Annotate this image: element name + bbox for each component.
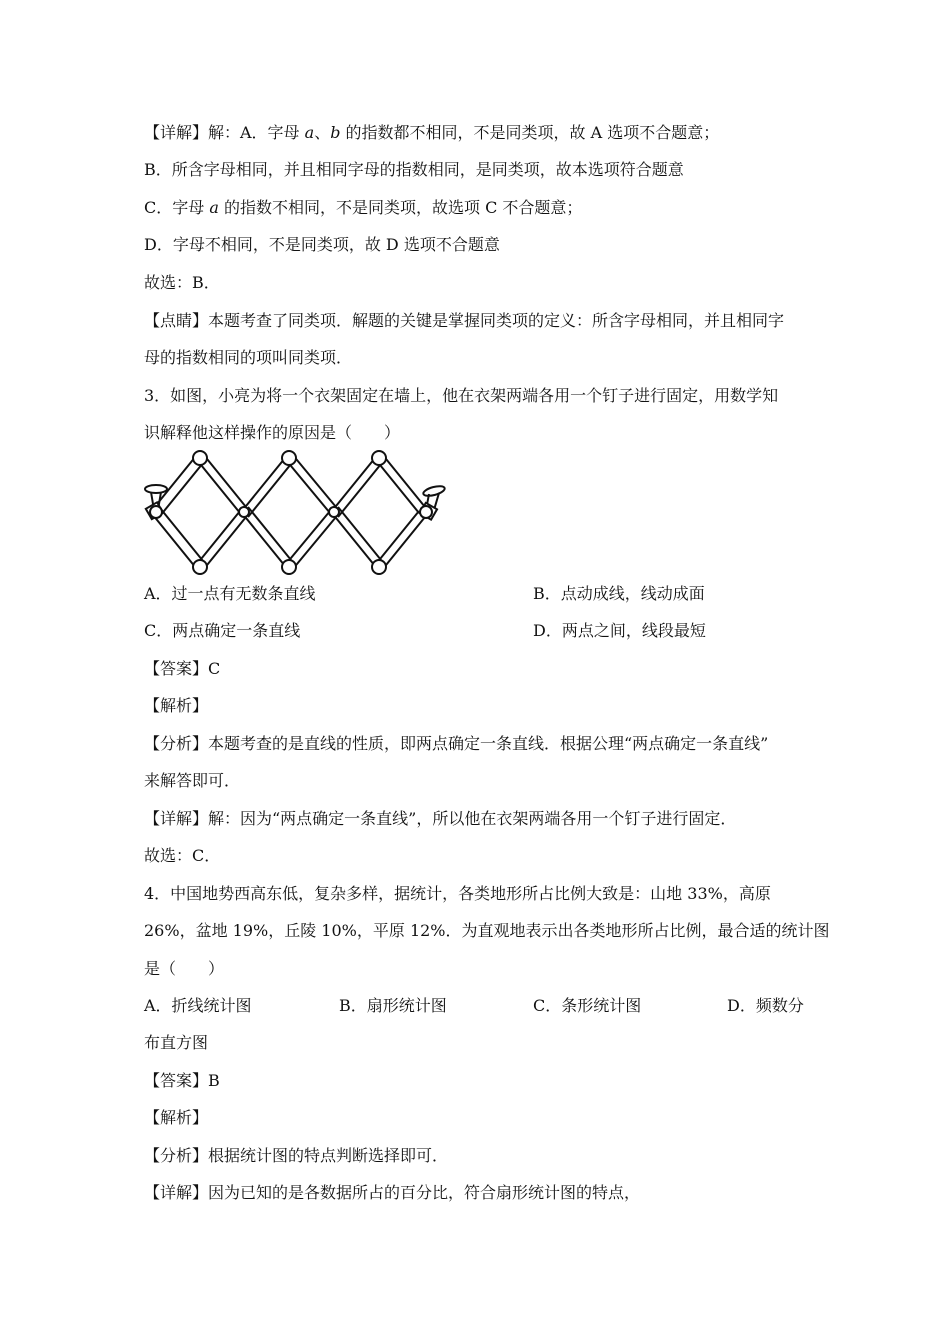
- q4-option-b: B．扇形统计图: [339, 996, 447, 1015]
- text-segment: 【详解】解：A．字母: [144, 123, 305, 142]
- q3-option-b: B．点动成线，线动成面: [533, 584, 705, 603]
- question-3-line-2: 识解释他这样操作的原因是（ ）: [144, 423, 401, 442]
- remark-line-2: 母的指数相同的项叫同类项．: [144, 348, 353, 367]
- question-4-line-1: 4．中国地势西高东低，复杂多样，据统计，各类地形所占比例大致是：山地 33%，高原: [144, 884, 771, 903]
- q4-option-d-continued: 布直方图: [144, 1033, 209, 1052]
- variable-b: b: [330, 123, 341, 142]
- text-segment: 、: [314, 123, 331, 142]
- text-segment: 的指数不相同，不是同类项，故选项 C 不合题意；: [218, 198, 583, 217]
- q4-option-d: D．频数分: [727, 996, 804, 1015]
- q4-option-a: A．折线统计图: [144, 996, 252, 1015]
- q3-option-c: C．两点确定一条直线: [144, 621, 301, 640]
- q3-option-d: D．两点之间，线段最短: [533, 621, 706, 640]
- right-nail-icon: [420, 484, 446, 519]
- q4-analysis-heading: 【解析】: [144, 1108, 209, 1127]
- question-4-line-3: 是（ ）: [144, 959, 225, 978]
- question-3-line-1: 3．如图，小亮为将一个衣架固定在墙上，他在衣架两端各用一个钉子进行固定，用数学知: [144, 386, 779, 405]
- choose-line: 故选：B．: [144, 273, 220, 292]
- detail-line-d: D．字母不相同，不是同类项，故 D 选项不合题意: [144, 235, 500, 254]
- q4-option-c: C．条形统计图: [533, 996, 642, 1015]
- q4-analysis: 【分析】根据统计图的特点判断选择即可．: [144, 1146, 449, 1165]
- q3-analysis-heading: 【解析】: [144, 696, 209, 715]
- hanger-figure: [140, 448, 450, 578]
- hanger-bars: [153, 454, 425, 570]
- q3-answer: 【答案】C: [144, 659, 221, 678]
- text-segment: 的指数都不相同，不是同类项，故 A 选项不合题意；: [340, 123, 720, 142]
- detail-line-b: B．所含字母相同，并且相同字母的指数相同，是同类项，故本选项符合题意: [144, 160, 684, 179]
- detail-line-c: [144, 197, 582, 219]
- q4-answer: 【答案】B: [144, 1071, 220, 1090]
- q3-analysis-line-1: 【分析】本题考查的是直线的性质，即两点确定一条直线．根据公理“两点确定一条直线”: [144, 734, 769, 753]
- q4-detail: 【详解】因为已知的是各数据所占的百分比，符合扇形统计图的特点，: [144, 1183, 641, 1202]
- question-4-line-2: 26%，盆地 19%，丘陵 10%，平原 12%．为直观地表示出各类地形所占比例，最合适的统计图: [144, 921, 830, 940]
- hanger-joints: [193, 451, 386, 574]
- remark-line-1: 【点睛】本题考查了同类项．解题的关键是掌握同类项的定义：所含字母相同，并且相同字: [144, 311, 785, 330]
- detail-line-a: [144, 122, 719, 144]
- q3-detail: 【详解】解：因为“两点确定一条直线”，所以他在衣架两端各用一个钉子进行固定．: [144, 809, 737, 828]
- text-segment: C．字母: [144, 198, 210, 217]
- q3-analysis-line-2: 来解答即可．: [144, 771, 241, 790]
- q3-choose: 故选：C．: [144, 846, 221, 865]
- variable-a: a: [209, 198, 219, 217]
- q3-option-a: A．过一点有无数条直线: [144, 584, 316, 603]
- variable-a: a: [304, 123, 315, 142]
